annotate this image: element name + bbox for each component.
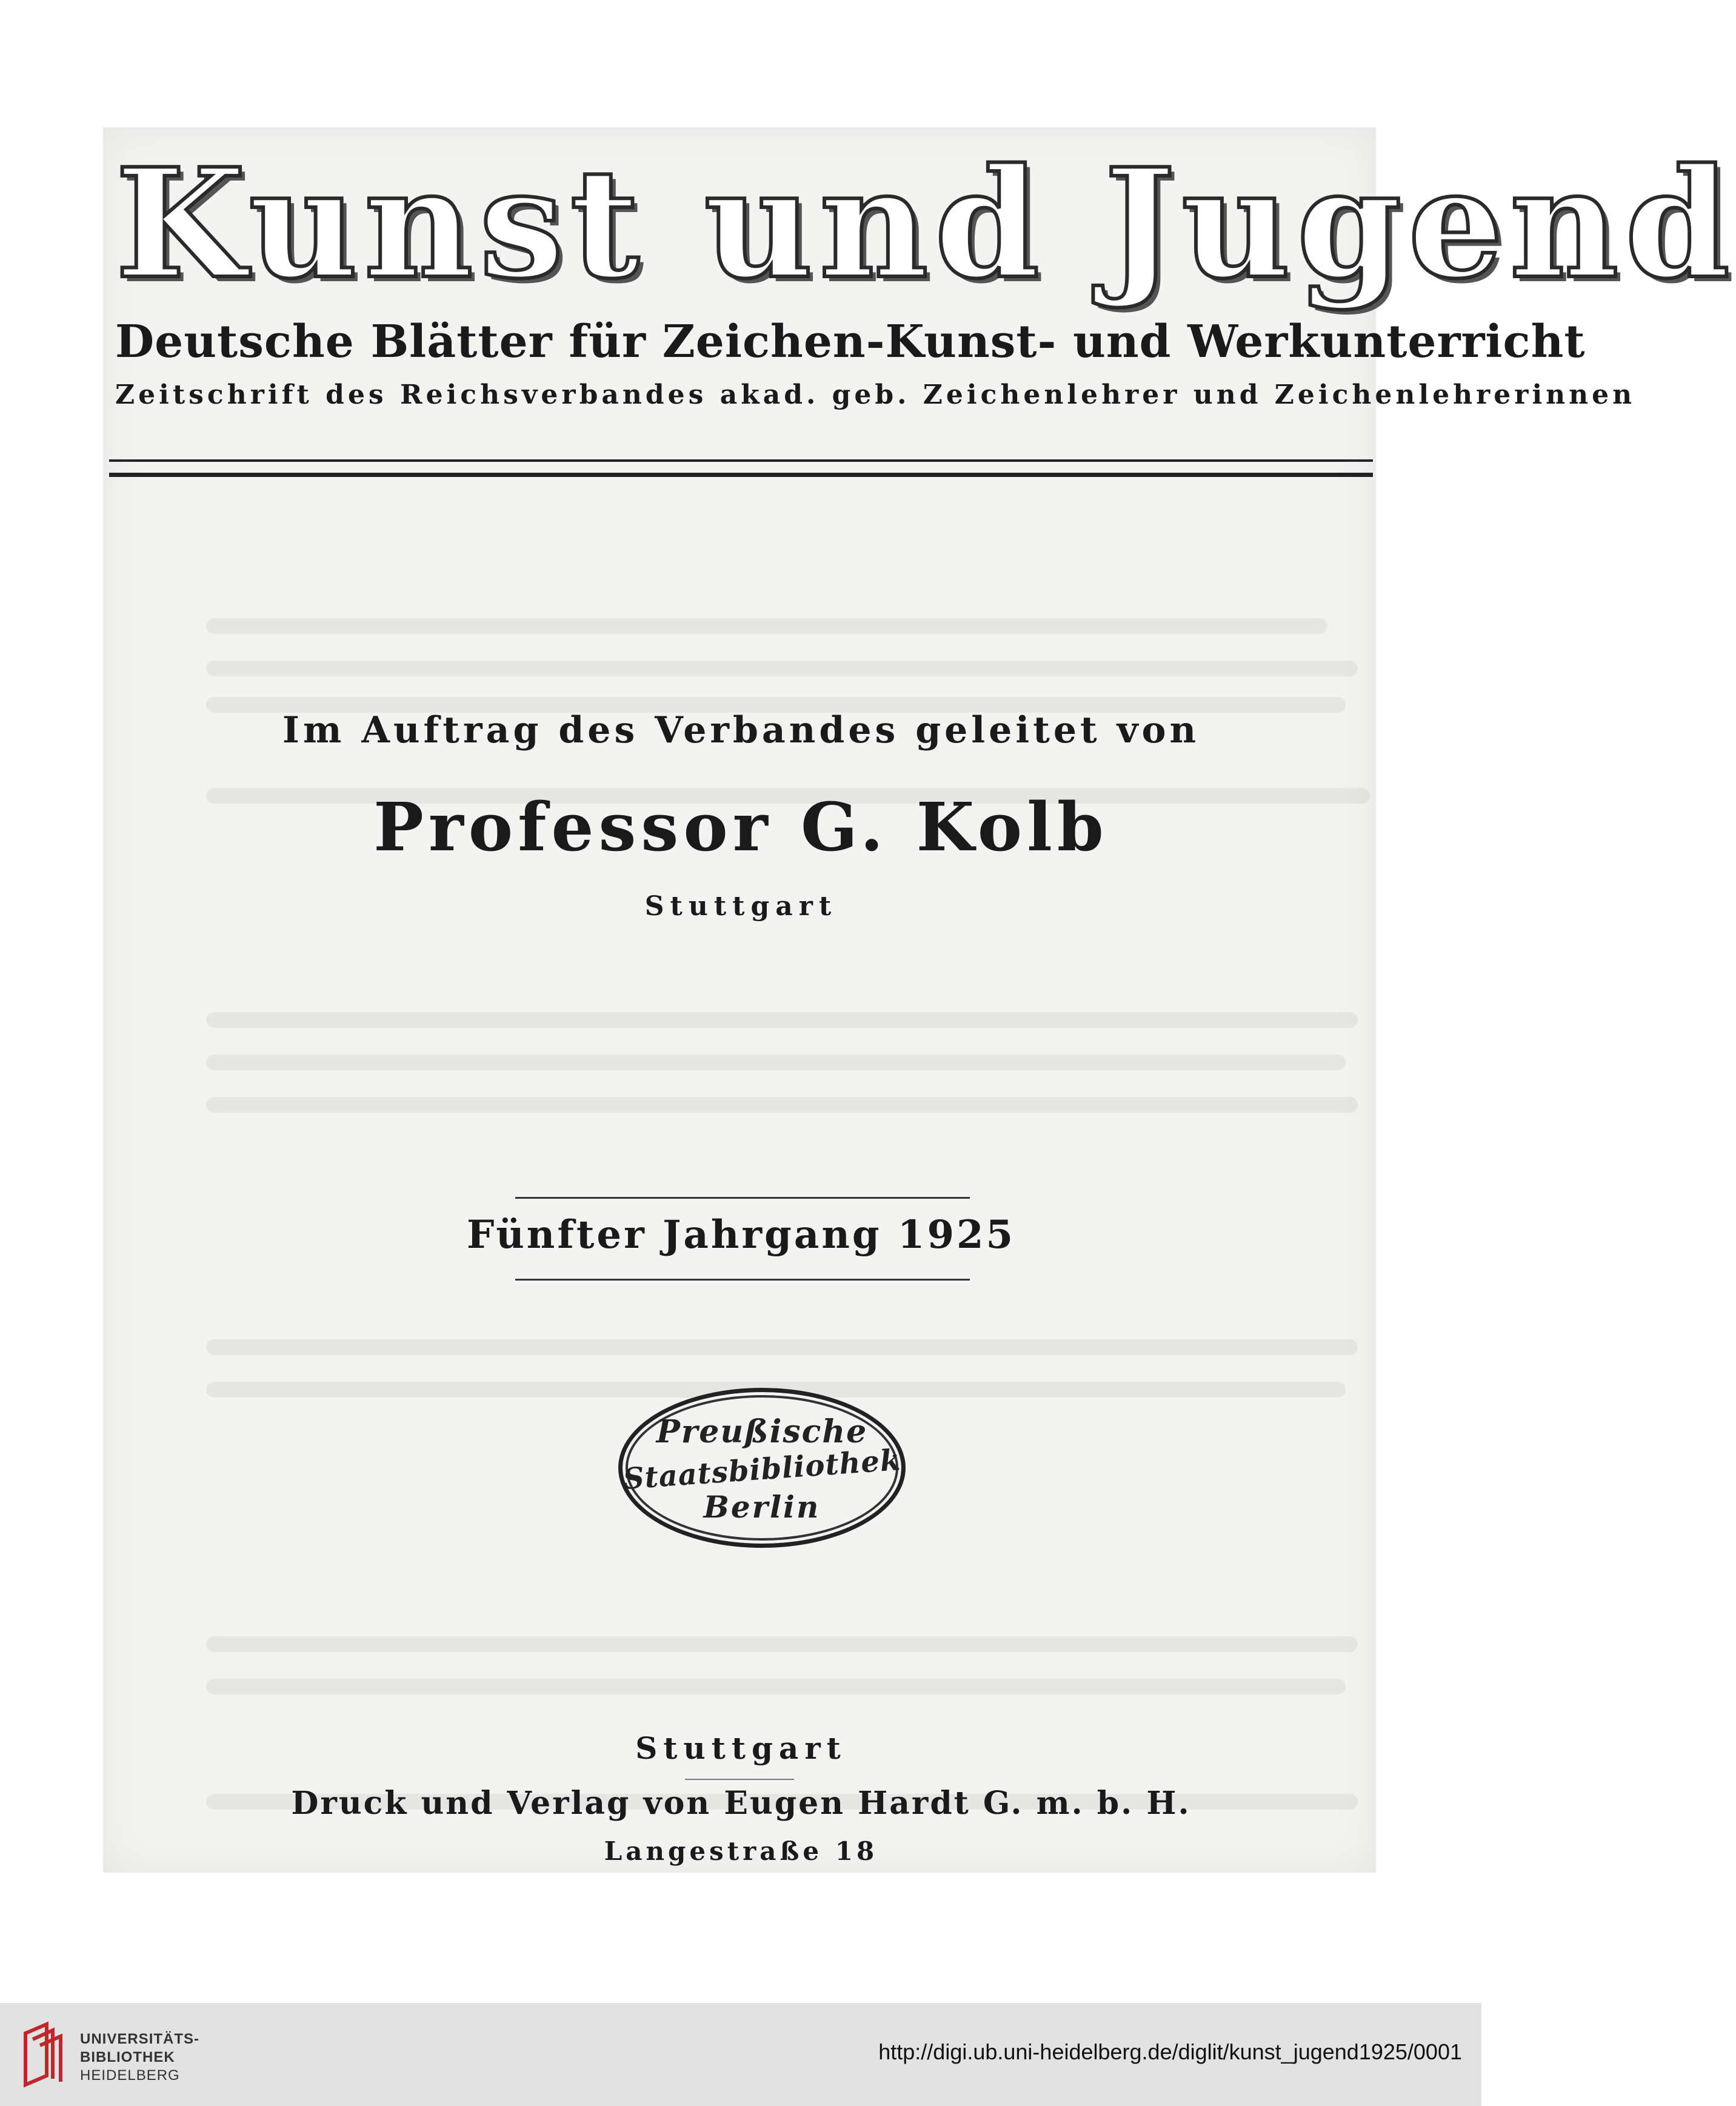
masthead [115, 136, 1736, 413]
editor-name: Professor G. Kolb [373, 788, 1109, 866]
volume-rule-top [515, 1197, 970, 1199]
library-name-line-2: BIBLIOTHEK [80, 2049, 175, 2065]
stamp-line-1: Preußische [656, 1413, 868, 1450]
footer-bar [0, 2003, 1481, 2106]
imprint-address: Langestraße 18 [604, 1836, 878, 1866]
stamp-line-3: Berlin [703, 1489, 821, 1525]
masthead-double-rule [109, 459, 1373, 477]
volume-label: Fünfter Jahrgang 1925 [466, 1212, 1016, 1258]
journal-title: Kunst und Jugend [115, 136, 1736, 312]
stamp-line-2: Staatsbibliothek [622, 1443, 902, 1496]
permalink-url[interactable]: http://digi.ub.uni-heidelberg.de/diglit/kunst_jugend1925/0001 [878, 2039, 1462, 2064]
volume-rule-bottom [515, 1279, 970, 1281]
library-stamp [618, 1388, 906, 1548]
library-name-line-3: HEIDELBERG [80, 2067, 180, 2084]
editor-commission: Im Auftrag des Verbandes geleitet von [282, 709, 1200, 751]
editor-city: Stuttgart [644, 891, 838, 922]
library-name[interactable] [80, 2030, 199, 2085]
imprint-publisher: Druck und Verlag von Eugen Hardt G. m. b. H. [291, 1785, 1191, 1822]
imprint-city: Stuttgart [635, 1730, 847, 1766]
imprint-rule [685, 1779, 794, 1780]
library-name-line-1: UNIVERSITÄTS- [80, 2031, 200, 2047]
library-logo-icon[interactable] [19, 2021, 68, 2088]
journal-subtitle: Deutsche Blätter für Zeichen-Kunst- und Werkunterricht [115, 316, 1586, 368]
journal-subtitle-association: Zeitschrift des Reichsverbandes akad. geb. Zeichenlehrer und Zeichenlehrerinnen [115, 379, 1636, 410]
